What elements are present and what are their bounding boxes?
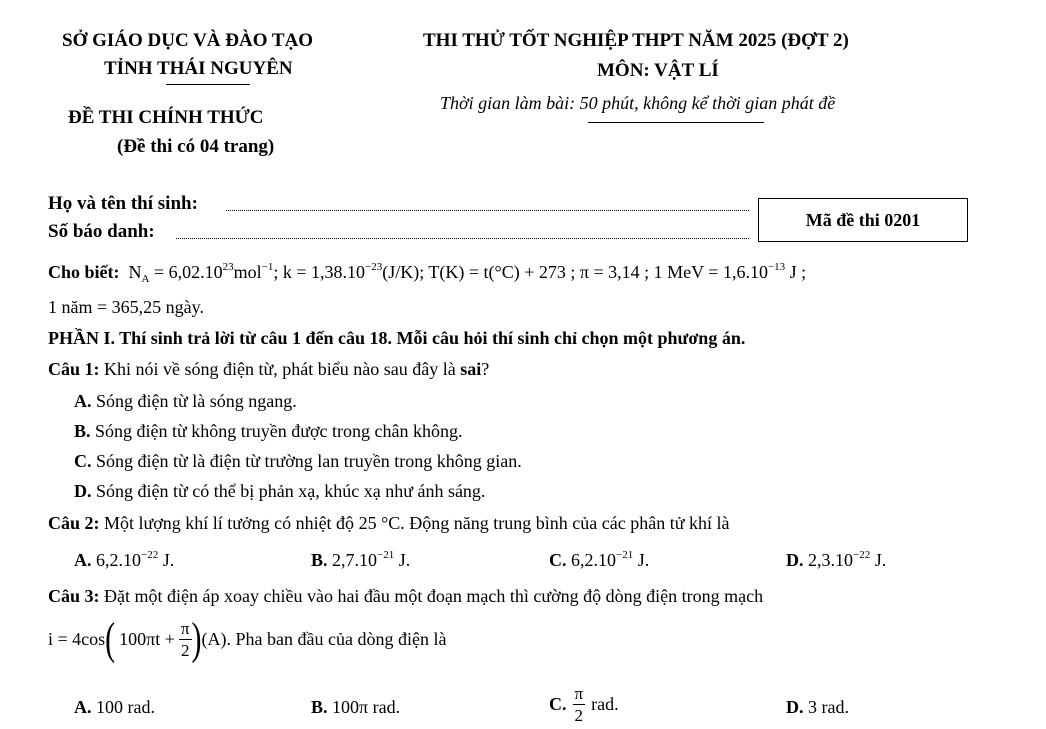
subject-title: MÔN: VẬT LÍ	[597, 60, 719, 81]
option-exponent: −22	[141, 549, 159, 561]
option-text: Sóng điện từ không truyền được trong chân không.	[95, 421, 463, 441]
question-2-temperature: 25 °C	[358, 513, 401, 533]
fraction-numerator: π	[180, 619, 190, 638]
question-3-option-c[interactable]	[549, 685, 619, 724]
option-letter: B.	[311, 697, 328, 717]
question-1-option-d[interactable]	[74, 481, 485, 502]
option-fraction	[573, 685, 586, 724]
option-unit: J.	[637, 550, 650, 570]
option-value: 2,7.10	[332, 550, 378, 570]
constants-line	[48, 262, 806, 283]
official-exam-label: ĐỀ THI CHÍNH THỨC	[68, 107, 264, 128]
question-1-option-c[interactable]	[74, 451, 522, 472]
option-text: 100 rad.	[96, 697, 155, 717]
question-3-equation-line	[48, 614, 447, 664]
question-1-label: Câu 1:	[48, 359, 100, 379]
question-1-option-b[interactable]	[74, 421, 463, 442]
question-2-text-a: Một lượng khí lí tưởng có nhiệt độ	[104, 513, 355, 533]
candidate-name-label: Họ và tên thí sinh:	[48, 193, 198, 214]
option-value: 6,2.10	[96, 550, 141, 570]
fraction-denominator: 2	[180, 641, 190, 660]
question-1-option-a[interactable]	[74, 391, 297, 412]
question-3-option-b[interactable]	[311, 697, 400, 718]
avogadro-unit: mol	[233, 262, 262, 282]
question-2-label: Câu 2:	[48, 513, 100, 533]
question-1-text: Khi nói về sóng điện từ, phát biểu nào sau đây là	[104, 359, 456, 379]
avogadro-exponent: 23	[222, 261, 234, 273]
question-2-option-c[interactable]	[549, 550, 649, 571]
fraction-numerator: π	[574, 684, 584, 703]
option-letter: A.	[74, 391, 92, 411]
part1-heading: PHẦN I. Thí sinh trả lời từ câu 1 đến câu 18. Mỗi câu hỏi thí sinh chỉ chọn một phương án.	[48, 328, 746, 348]
candidate-id-line	[176, 238, 749, 239]
option-unit: J.	[398, 550, 411, 570]
avogadro-symbol: N	[128, 262, 142, 282]
option-letter: D.	[786, 550, 804, 570]
question-3-text: Đặt một điện áp xoay chiều vào hai đầu một đoạn mạch thì cường độ dòng điện trong mạch	[104, 586, 764, 606]
page-count: (Đề thi có 04 trang)	[117, 136, 275, 157]
boltzmann-unit: (J/K);	[382, 262, 425, 282]
question-2-text-b: . Động năng trung bình của các phân tử khí là	[400, 513, 730, 533]
option-text: Sóng điện từ có thể bị phản xạ, khúc xạ như ánh sáng.	[96, 481, 486, 501]
question-2	[48, 513, 729, 534]
time-note: Thời gian làm bài: 50 phút, không kể thời gian phát đề	[440, 93, 836, 113]
header-left-rule	[166, 84, 250, 85]
equation-text: Pha ban đầu của dòng điện là	[235, 629, 447, 649]
exam-code-box	[758, 198, 968, 242]
option-letter: C.	[74, 451, 92, 471]
option-letter: B.	[311, 550, 328, 570]
option-letter: A.	[74, 697, 92, 717]
exam-title: THI THỬ TỐT NGHIỆP THPT NĂM 2025 (ĐỢT 2)	[423, 30, 849, 51]
temperature-formula: T(K) = t(°C) + 273 ; π = 3,14 ; 1 MeV = 1,6.10	[428, 262, 768, 282]
candidate-name-line	[226, 210, 749, 211]
question-1	[48, 359, 489, 380]
option-text: rad.	[591, 694, 619, 714]
equation-left: i = 4cos	[48, 629, 106, 649]
question-3-label: Câu 3:	[48, 586, 100, 606]
question-3-option-a[interactable]	[74, 697, 155, 718]
mev-unit: J ;	[789, 262, 807, 282]
question-2-option-d[interactable]	[786, 550, 886, 571]
exam-code: Mã đề thi 0201	[805, 209, 921, 230]
question-2-option-a[interactable]	[74, 550, 174, 571]
avogadro-value: = 6,02.10	[153, 262, 223, 282]
question-2-option-b[interactable]	[311, 550, 410, 571]
mev-exponent: −13	[767, 261, 786, 273]
question-3-option-d[interactable]	[786, 697, 849, 718]
option-text: 3 rad.	[808, 697, 849, 717]
option-exponent: −21	[616, 549, 634, 561]
option-exponent: −22	[853, 549, 871, 561]
constants-label: Cho biết:	[48, 262, 120, 282]
question-1-emphasis: sai	[460, 359, 482, 379]
avogadro-unit-exponent: −1	[261, 261, 274, 273]
option-unit: J.	[874, 550, 887, 570]
department-line-2: TỈNH THÁI NGUYÊN	[104, 58, 293, 79]
question-1-end: ?	[481, 359, 490, 379]
question-3	[48, 586, 763, 607]
option-text: Sóng điện từ là sóng ngang.	[96, 391, 297, 411]
option-letter: D.	[786, 697, 804, 717]
equation-fraction	[179, 620, 192, 659]
option-value: 2,3.10	[808, 550, 853, 570]
option-text: 100π rad.	[332, 697, 401, 717]
option-value: 6,2.10	[571, 550, 616, 570]
candidate-id-label: Số báo danh:	[48, 221, 155, 242]
boltzmann-exponent: −23	[365, 261, 383, 273]
avogadro-subscript: A	[141, 273, 150, 285]
year-constant: 1 năm = 365,25 ngày.	[48, 297, 204, 317]
equation-unit: (A).	[201, 629, 231, 649]
option-letter: D.	[74, 481, 92, 501]
boltzmann-value: ; k = 1,38.10	[273, 262, 365, 282]
option-text: Sóng điện từ là điện từ trường lan truyền trong không gian.	[96, 451, 522, 471]
header-right-rule	[588, 122, 764, 123]
left-paren: (	[105, 614, 116, 664]
option-unit: J.	[162, 550, 175, 570]
fraction-denominator: 2	[574, 706, 584, 725]
option-letter: C.	[549, 694, 567, 714]
equation-inner: 100πt +	[119, 629, 175, 649]
option-exponent: −21	[377, 549, 395, 561]
option-letter: A.	[74, 550, 92, 570]
option-letter: C.	[549, 550, 567, 570]
right-paren: )	[191, 614, 202, 664]
department-line-1: SỞ GIÁO DỤC VÀ ĐÀO TẠO	[62, 30, 314, 51]
option-letter: B.	[74, 421, 91, 441]
